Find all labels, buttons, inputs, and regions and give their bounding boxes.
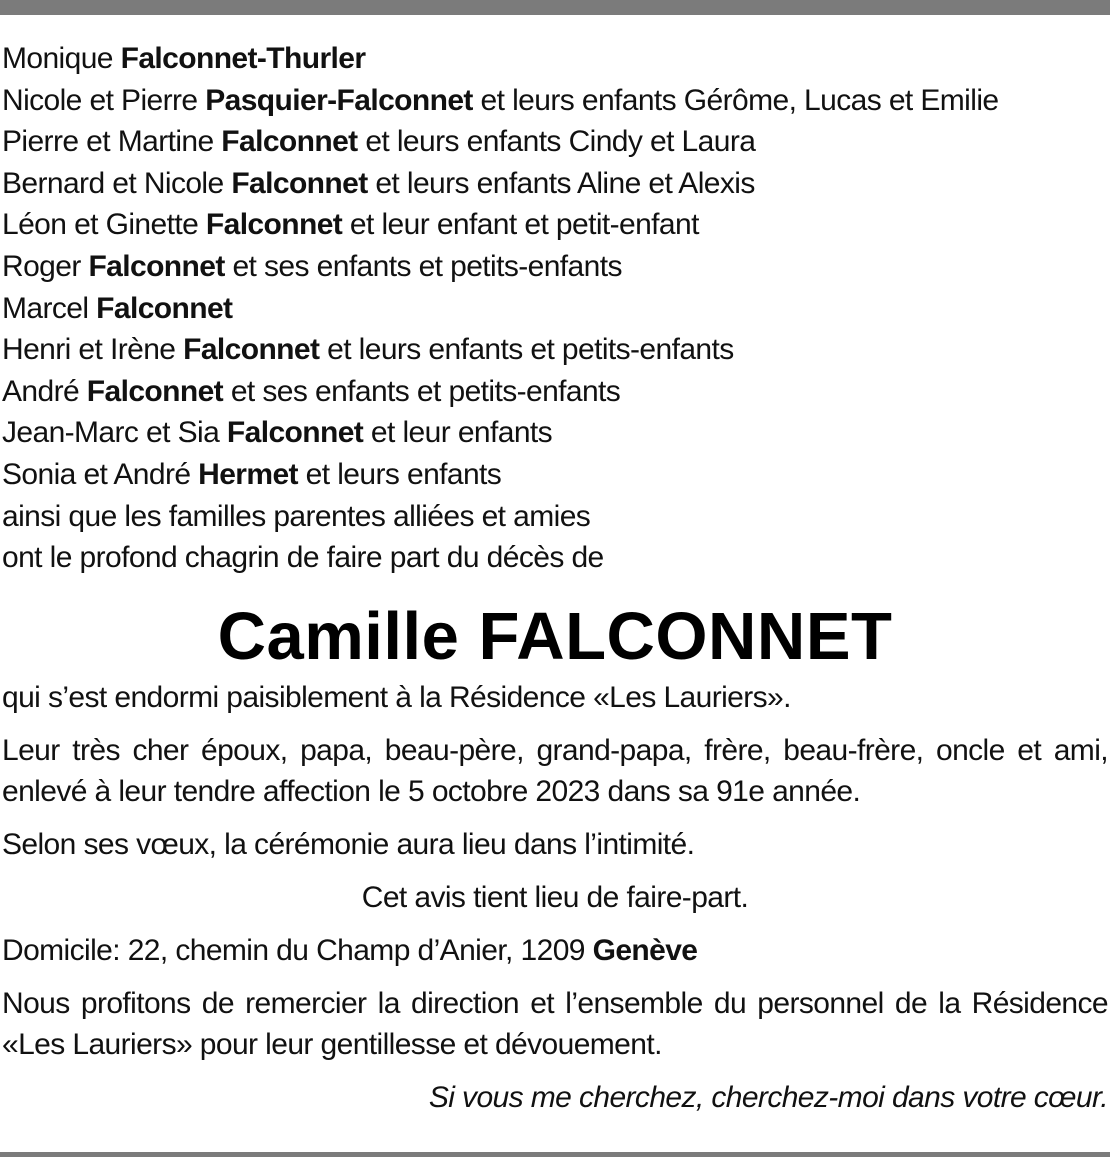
notice-statement: Cet avis tient lieu de faire-part. bbox=[361, 880, 749, 914]
ceremony-statement: Selon ses vœux, la cérémonie aura lieu dans l’intimité. bbox=[2, 827, 695, 861]
family-line bbox=[2, 496, 1108, 538]
family-line bbox=[2, 454, 1108, 496]
family-line-text: Marcel bbox=[2, 291, 97, 325]
family-surname: Hermet bbox=[198, 457, 298, 491]
family-line-text: et leurs enfants Gérôme, Lucas et Emilie bbox=[472, 83, 999, 117]
family-line-text: Monique bbox=[2, 42, 121, 75]
family-line-text: Pierre et Martine bbox=[2, 125, 222, 159]
family-line-text: et leurs enfants et petits-enfants bbox=[319, 333, 734, 367]
bottom-rule bbox=[0, 1152, 1110, 1157]
family-line-text: et leur enfants bbox=[363, 416, 553, 450]
family-line-text: Nicole et Pierre bbox=[2, 83, 206, 117]
family-surname: Falconnet bbox=[226, 416, 364, 450]
family-surname: Falconnet bbox=[183, 333, 320, 367]
family-line-text: Léon et Ginette bbox=[2, 208, 206, 242]
family-surname: Falconnet bbox=[205, 208, 343, 242]
family-line bbox=[2, 246, 1108, 288]
thanks-paragraph: Nous profitons de remercier la direction et l’ensemble du personnel de la Résidence «Les Lauriers» pour leur gentillesse et dévouement. bbox=[2, 986, 1108, 1061]
family-line bbox=[2, 163, 1108, 205]
family-line-text: Jean-Marc et Sia bbox=[2, 416, 227, 450]
family-line-text: et ses enfants et petits-enfants bbox=[223, 374, 621, 408]
family-line-text: Roger bbox=[2, 249, 89, 283]
domicile-address: Domicile: 22, chemin du Champ d’Anier, 1209 bbox=[2, 933, 593, 967]
family-line-text: Bernard et Nicole bbox=[2, 166, 232, 200]
family-surname: Pasquier-Falconnet bbox=[205, 83, 473, 117]
family-line bbox=[2, 288, 1108, 330]
top-rule bbox=[0, 0, 1110, 15]
family-line-text: ainsi que les familles parentes alliées et amies bbox=[2, 499, 591, 533]
family-surname: Falconnet bbox=[88, 249, 225, 283]
domicile-city: Genève bbox=[592, 933, 698, 967]
family-surname: Falconnet bbox=[221, 125, 358, 159]
family-line bbox=[2, 537, 1108, 579]
family-surname: Falconnet bbox=[231, 166, 368, 200]
family-line bbox=[2, 412, 1108, 454]
obituary-notice bbox=[2, 38, 1108, 1148]
family-line bbox=[2, 80, 1108, 122]
family-line bbox=[2, 329, 1108, 371]
family-line-text: André bbox=[2, 374, 87, 408]
family-line bbox=[2, 121, 1108, 163]
closing-quote: Si vous me cherchez, cherchez-moi dans votre cœur. bbox=[428, 1080, 1108, 1114]
family-line-text: et leurs enfants Aline et Alexis bbox=[367, 166, 755, 200]
family-line-text: ont le profond chagrin de faire part du décès de bbox=[2, 541, 604, 575]
family-surname: Falconnet bbox=[96, 291, 233, 325]
family-line-text: et ses enfants et petits-enfants bbox=[224, 249, 622, 283]
family-line bbox=[2, 371, 1108, 413]
deceased-name: Camille FALCONNET bbox=[217, 598, 893, 674]
family-line bbox=[2, 38, 1108, 80]
family-line bbox=[2, 204, 1108, 246]
family-surname: Falconnet-Thurler bbox=[120, 42, 366, 75]
passing-statement: qui s’est endormi paisiblement à la Résidence «Les Lauriers». bbox=[2, 680, 791, 714]
tribute-paragraph: Leur très cher époux, papa, beau-père, grand-papa, frère, beau-frère, oncle et ami, enlevé à leur tendre affection le 5 octobre 2023 dans sa 91e année. bbox=[2, 733, 1108, 808]
family-line-text: et leurs enfants Cindy et Laura bbox=[357, 125, 756, 159]
family-line-text: Sonia et André bbox=[2, 457, 199, 491]
family-line-text: et leur enfant et petit-enfant bbox=[342, 208, 699, 242]
family-line-text: et leurs enfants bbox=[297, 457, 502, 491]
domicile-line bbox=[2, 930, 1108, 971]
family-line-text: Henri et Irène bbox=[2, 333, 184, 367]
family-surname: Falconnet bbox=[86, 374, 224, 408]
family-list bbox=[2, 38, 1108, 579]
